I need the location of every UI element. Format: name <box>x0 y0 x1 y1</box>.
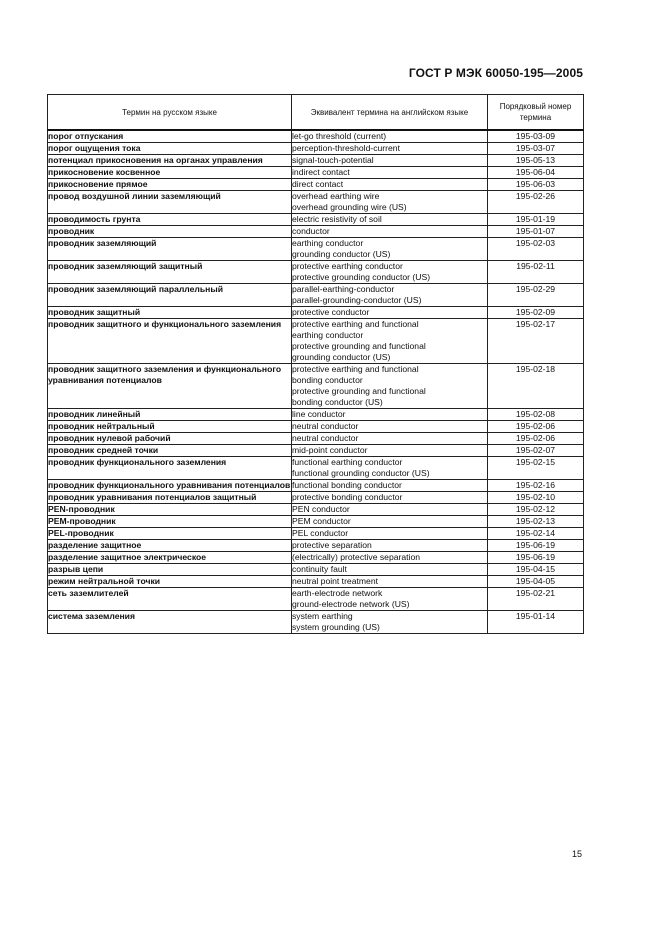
document-header: ГОСТ Р МЭК 60050-195—2005 <box>408 66 583 80</box>
table-row <box>48 130 584 143</box>
term-number-cell: 195-02-06 <box>488 433 584 445</box>
english-equivalent-line: parallel-grounding-conductor (US) <box>292 295 422 305</box>
english-equivalent-cell <box>292 284 488 307</box>
english-equivalent-cell <box>292 492 488 504</box>
table-row <box>48 445 584 457</box>
russian-term-cell: проводник средней точки <box>48 445 292 457</box>
russian-term-cell: проводник функционального заземления <box>48 457 292 480</box>
table-row <box>48 284 584 307</box>
table-body <box>48 130 584 634</box>
term-number-cell: 195-02-09 <box>488 307 584 319</box>
english-equivalent-cell <box>292 319 488 364</box>
russian-term-cell: проводник линейный <box>48 409 292 421</box>
english-equivalent-line: indirect contact <box>292 167 350 177</box>
russian-term-cell: провод воздушной линии заземляющий <box>48 191 292 214</box>
column-header-term-number: Порядковый номер термина <box>488 95 584 131</box>
english-equivalent-line: perception-threshold-current <box>292 143 400 153</box>
english-equivalent-line: conductor <box>292 226 330 236</box>
english-equivalent-line: parallel-earthing-conductor <box>292 284 395 294</box>
table-row <box>48 143 584 155</box>
table-row <box>48 457 584 480</box>
english-equivalent-line: protective grounding and functional <box>292 341 426 351</box>
term-number-cell: 195-03-09 <box>488 130 584 143</box>
english-equivalent-line: PEL conductor <box>292 528 349 538</box>
table-row <box>48 421 584 433</box>
term-number-cell: 195-02-08 <box>488 409 584 421</box>
column-header-english-equivalent: Эквивалент термина на английском языке <box>292 95 488 131</box>
english-equivalent-line: system grounding (US) <box>292 622 380 632</box>
english-equivalent-cell <box>292 576 488 588</box>
english-equivalent-cell <box>292 307 488 319</box>
table-row <box>48 611 584 634</box>
table-row <box>48 155 584 167</box>
table-row <box>48 238 584 261</box>
english-equivalent-line: earthing conductor <box>292 330 364 340</box>
english-equivalent-line: direct contact <box>292 179 344 189</box>
russian-term-cell: проводник <box>48 226 292 238</box>
russian-term-cell: проводник защитного и функционального заземления <box>48 319 292 364</box>
term-number-cell: 195-01-14 <box>488 611 584 634</box>
term-number-cell: 195-02-14 <box>488 528 584 540</box>
term-number-cell: 195-06-19 <box>488 552 584 564</box>
table-row <box>48 492 584 504</box>
english-equivalent-line: grounding conductor (US) <box>292 352 391 362</box>
table-row <box>48 528 584 540</box>
table-row <box>48 214 584 226</box>
russian-term-cell: разделение защитное <box>48 540 292 552</box>
english-equivalent-line: protective earthing conductor <box>292 261 403 271</box>
english-equivalent-line: protective separation <box>292 540 372 550</box>
table-row <box>48 504 584 516</box>
english-equivalent-cell <box>292 364 488 409</box>
english-equivalent-line: protective earthing and functional <box>292 364 419 374</box>
english-equivalent-line: functional earthing conductor <box>292 457 403 467</box>
russian-term-cell: разрыв цепи <box>48 564 292 576</box>
english-equivalent-cell <box>292 504 488 516</box>
english-equivalent-line: functional grounding conductor (US) <box>292 468 430 478</box>
term-number-cell: 195-02-18 <box>488 364 584 409</box>
english-equivalent-line: PEN conductor <box>292 504 350 514</box>
term-number-cell: 195-02-16 <box>488 480 584 492</box>
english-equivalent-line: protective conductor <box>292 307 370 317</box>
english-equivalent-cell <box>292 564 488 576</box>
english-equivalent-cell <box>292 143 488 155</box>
english-equivalent-line: bonding conductor (US) <box>292 397 383 407</box>
english-equivalent-line: protective grounding conductor (US) <box>292 272 431 282</box>
table-row <box>48 433 584 445</box>
table-row <box>48 564 584 576</box>
english-equivalent-cell <box>292 540 488 552</box>
english-equivalent-line: functional bonding conductor <box>292 480 402 490</box>
table-row <box>48 576 584 588</box>
russian-term-cell: PEM-проводник <box>48 516 292 528</box>
english-equivalent-cell <box>292 457 488 480</box>
english-equivalent-cell <box>292 179 488 191</box>
english-equivalent-cell <box>292 516 488 528</box>
english-equivalent-line: signal-touch-potential <box>292 155 374 165</box>
table-row <box>48 516 584 528</box>
english-equivalent-cell <box>292 238 488 261</box>
russian-term-cell: проводник нулевой рабочий <box>48 433 292 445</box>
term-number-cell: 195-01-07 <box>488 226 584 238</box>
english-equivalent-line: line conductor <box>292 409 346 419</box>
russian-term-cell: проводник заземляющий параллельный <box>48 284 292 307</box>
term-number-cell: 195-02-07 <box>488 445 584 457</box>
russian-term-cell: PEL-проводник <box>48 528 292 540</box>
term-number-cell: 195-02-29 <box>488 284 584 307</box>
english-equivalent-line: grounding conductor (US) <box>292 249 391 259</box>
russian-term-cell: проводник заземляющий <box>48 238 292 261</box>
english-equivalent-line: protective grounding and functional <box>292 386 426 396</box>
russian-term-cell: потенциал прикосновения на органах управления <box>48 155 292 167</box>
term-number-cell: 195-02-26 <box>488 191 584 214</box>
english-equivalent-cell <box>292 445 488 457</box>
table-row <box>48 540 584 552</box>
table-row <box>48 167 584 179</box>
term-number-cell: 195-04-05 <box>488 576 584 588</box>
term-number-cell: 195-06-19 <box>488 540 584 552</box>
english-equivalent-cell <box>292 226 488 238</box>
term-number-cell: 195-02-06 <box>488 421 584 433</box>
term-number-cell: 195-06-04 <box>488 167 584 179</box>
russian-term-cell: проводник нейтральный <box>48 421 292 433</box>
english-equivalent-line: ground-electrode network (US) <box>292 599 410 609</box>
english-equivalent-line: protective earthing and functional <box>292 319 419 329</box>
russian-term-cell: проводимость грунта <box>48 214 292 226</box>
english-equivalent-line: earthing conductor <box>292 238 364 248</box>
term-number-cell: 195-02-12 <box>488 504 584 516</box>
table-row <box>48 480 584 492</box>
english-equivalent-cell <box>292 130 488 143</box>
russian-term-cell: прикосновение косвенное <box>48 167 292 179</box>
russian-term-cell: проводник защитного заземления и функционального уравнивания потенциалов <box>48 364 292 409</box>
english-equivalent-line: PEM conductor <box>292 516 351 526</box>
english-equivalent-line: let-go threshold (current) <box>292 131 387 141</box>
english-equivalent-cell <box>292 214 488 226</box>
english-equivalent-line: earth-electrode network <box>292 588 383 598</box>
russian-term-cell: проводник заземляющий защитный <box>48 261 292 284</box>
english-equivalent-line: overhead grounding wire (US) <box>292 202 407 212</box>
table-header-row <box>48 95 584 131</box>
english-equivalent-cell <box>292 480 488 492</box>
english-equivalent-cell <box>292 261 488 284</box>
english-equivalent-line: mid-point conductor <box>292 445 368 455</box>
table-row <box>48 588 584 611</box>
term-number-cell: 195-02-03 <box>488 238 584 261</box>
term-number-cell: 195-02-15 <box>488 457 584 480</box>
term-number-cell: 195-06-03 <box>488 179 584 191</box>
english-equivalent-line: neutral conductor <box>292 433 359 443</box>
russian-term-cell: проводник функционального уравнивания потенциалов <box>48 480 291 490</box>
term-number-cell: 195-02-10 <box>488 492 584 504</box>
page-number: 15 <box>572 849 583 859</box>
english-equivalent-cell <box>292 528 488 540</box>
table-row <box>48 226 584 238</box>
english-equivalent-cell <box>292 191 488 214</box>
english-equivalent-cell <box>292 611 488 634</box>
english-equivalent-cell <box>292 421 488 433</box>
table-row <box>48 261 584 284</box>
term-number-cell: 195-02-21 <box>488 588 584 611</box>
english-equivalent-cell <box>292 552 488 564</box>
english-equivalent-line: continuity fault <box>292 564 347 574</box>
table-row <box>48 319 584 364</box>
english-equivalent-cell <box>292 167 488 179</box>
russian-term-cell: порог ощущения тока <box>48 143 292 155</box>
russian-term-cell: сеть заземлителей <box>48 588 292 611</box>
russian-term-cell: прикосновение прямое <box>48 179 292 191</box>
english-equivalent-cell <box>292 409 488 421</box>
table-row <box>48 409 584 421</box>
terms-table-container <box>47 94 583 634</box>
russian-term-cell: система заземления <box>48 611 292 634</box>
english-equivalent-line: protective bonding conductor <box>292 492 403 502</box>
term-number-cell: 195-05-13 <box>488 155 584 167</box>
term-number-cell: 195-02-17 <box>488 319 584 364</box>
table-row <box>48 179 584 191</box>
english-equivalent-line: overhead earthing wire <box>292 191 380 201</box>
table-row <box>48 307 584 319</box>
russian-term-cell: PEN-проводник <box>48 504 292 516</box>
column-header-russian-term: Термин на русском языке <box>48 95 292 131</box>
term-number-cell: 195-04-15 <box>488 564 584 576</box>
english-equivalent-line: (electrically) protective separation <box>292 552 421 562</box>
russian-term-cell: проводник уравнивания потенциалов защитный <box>48 492 292 504</box>
table-row <box>48 552 584 564</box>
english-equivalent-line: neutral point treatment <box>292 576 378 586</box>
english-equivalent-line: system earthing <box>292 611 353 621</box>
english-equivalent-line: neutral conductor <box>292 421 359 431</box>
english-equivalent-cell <box>292 588 488 611</box>
english-equivalent-line: bonding conductor <box>292 375 363 385</box>
russian-term-cell: разделение защитное электрическое <box>48 552 292 564</box>
russian-term-cell: порог отпускания <box>48 130 292 143</box>
term-number-cell: 195-01-19 <box>488 214 584 226</box>
terms-table <box>47 94 584 634</box>
english-equivalent-cell <box>292 155 488 167</box>
term-number-cell: 195-03-07 <box>488 143 584 155</box>
table-row <box>48 364 584 409</box>
table-row <box>48 191 584 214</box>
russian-term-cell: режим нейтральной точки <box>48 576 292 588</box>
term-number-cell: 195-02-13 <box>488 516 584 528</box>
term-number-cell: 195-02-11 <box>488 261 584 284</box>
russian-term-cell: проводник защитный <box>48 307 292 319</box>
english-equivalent-cell <box>292 433 488 445</box>
english-equivalent-line: electric resistivity of soil <box>292 214 382 224</box>
